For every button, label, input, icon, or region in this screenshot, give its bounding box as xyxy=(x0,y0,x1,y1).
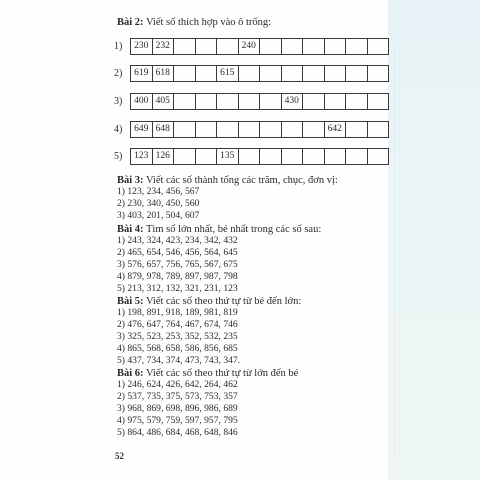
exercise-3-item: 1) 123, 234, 456, 567 xyxy=(117,186,200,197)
grid-cell xyxy=(217,94,239,109)
exercise-4-item: 4) 879, 978, 789, 897, 987, 798 xyxy=(117,271,238,282)
number-grid xyxy=(130,148,389,165)
grid-cell xyxy=(282,122,304,137)
grid-cell: 615 xyxy=(217,66,239,81)
grid-row-number: 3) xyxy=(114,95,123,107)
exercise-2-label: Bài 2: xyxy=(117,17,144,28)
grid-cell xyxy=(174,122,196,137)
number-grid xyxy=(130,93,389,110)
grid-cell: 405 xyxy=(153,94,175,109)
grid-cell xyxy=(239,94,261,109)
grid-cell xyxy=(196,94,218,109)
grid-row-1 xyxy=(114,38,389,54)
grid-cell xyxy=(325,66,347,81)
exercise-4-item: 2) 465, 654, 546, 456, 564, 645 xyxy=(117,247,238,258)
grid-cell: 648 xyxy=(153,122,175,137)
grid-cell xyxy=(196,149,218,164)
exercise-5-item: 4) 865, 568, 658, 586, 856, 685 xyxy=(117,343,238,354)
grid-cell xyxy=(346,149,368,164)
grid-row-4 xyxy=(114,121,389,137)
exercise-6-item: 1) 246, 624, 426, 642, 264, 462 xyxy=(117,379,238,390)
grid-cell xyxy=(368,149,390,164)
grid-cell xyxy=(217,122,239,137)
exercise-5-text: Viết các số theo thứ tự từ bé đến lớn: xyxy=(143,296,302,307)
grid-cell xyxy=(368,122,390,137)
grid-cell: 430 xyxy=(282,94,304,109)
grid-cell xyxy=(303,39,325,54)
grid-cell xyxy=(217,39,239,54)
exercise-6-item: 4) 975, 579, 759, 597, 957, 795 xyxy=(117,415,238,426)
grid-cell xyxy=(260,122,282,137)
grid-cell xyxy=(325,39,347,54)
grid-cell xyxy=(282,149,304,164)
grid-cell xyxy=(260,149,282,164)
exercise-6-text: Viết các số theo thứ tự từ lớn đến bé xyxy=(143,368,299,379)
grid-cell xyxy=(174,149,196,164)
exercise-4-label: Bài 4: xyxy=(117,224,144,235)
grid-cell xyxy=(196,66,218,81)
grid-row-number: 1) xyxy=(114,40,123,52)
exercise-4-item: 3) 576, 657, 756, 765, 567, 675 xyxy=(117,259,238,270)
grid-cell xyxy=(346,122,368,137)
exercise-5-item: 2) 476, 647, 764, 467, 674, 746 xyxy=(117,319,238,330)
exercise-5-item: 5) 437, 734, 374, 473, 743, 347. xyxy=(117,355,241,366)
grid-cell xyxy=(368,66,390,81)
grid-cell xyxy=(260,94,282,109)
grid-cell xyxy=(346,94,368,109)
grid-cell xyxy=(303,94,325,109)
grid-row-number: 4) xyxy=(114,123,123,135)
exercise-2-title xyxy=(117,16,271,29)
grid-row-3 xyxy=(114,93,389,109)
exercise-3-label: Bài 3: xyxy=(117,175,144,186)
grid-cell: 135 xyxy=(217,149,239,164)
grid-cell xyxy=(282,39,304,54)
grid-cell xyxy=(174,39,196,54)
exercise-5-item: 3) 325, 523, 253, 352, 532, 235 xyxy=(117,331,238,342)
grid-cell xyxy=(239,149,261,164)
grid-cell: 649 xyxy=(131,122,153,137)
exercise-4-text: Tìm số lớn nhất, bé nhất trong các số sau: xyxy=(143,224,322,235)
exercise-6-item: 2) 537, 735, 375, 573, 753, 357 xyxy=(117,391,238,402)
grid-cell xyxy=(303,149,325,164)
grid-cell xyxy=(196,39,218,54)
grid-cell: 618 xyxy=(153,66,175,81)
exercise-6-label: Bài 6: xyxy=(117,368,144,379)
exercise-3-text: Viết các số thành tổng các trăm, chục, đơn vị: xyxy=(143,175,338,186)
grid-cell xyxy=(325,94,347,109)
exercise-3-item: 2) 230, 340, 450, 560 xyxy=(117,198,200,209)
exercise-5-item: 1) 198, 891, 918, 189, 981, 819 xyxy=(117,307,238,318)
grid-cell xyxy=(196,122,218,137)
grid-cell xyxy=(368,94,390,109)
grid-cell xyxy=(239,66,261,81)
number-grid xyxy=(130,38,389,55)
grid-cell xyxy=(282,66,304,81)
grid-cell xyxy=(303,122,325,137)
grid-row-2 xyxy=(114,65,389,81)
number-grid xyxy=(130,121,389,138)
grid-row-number: 2) xyxy=(114,67,123,79)
grid-row-5 xyxy=(114,148,389,164)
grid-row-number: 5) xyxy=(114,150,123,162)
grid-cell xyxy=(260,66,282,81)
exercise-3-item: 3) 403, 201, 504, 607 xyxy=(117,210,200,221)
number-grid xyxy=(130,65,389,82)
grid-cell: 126 xyxy=(153,149,175,164)
grid-cell: 232 xyxy=(153,39,175,54)
exercise-4-item: 1) 243, 324, 423, 234, 342, 432 xyxy=(117,235,238,246)
grid-cell xyxy=(346,39,368,54)
grid-cell xyxy=(174,94,196,109)
exercise-5-label: Bài 5: xyxy=(117,296,144,307)
grid-cell xyxy=(239,122,261,137)
grid-cell xyxy=(368,39,390,54)
grid-cell: 619 xyxy=(131,66,153,81)
grid-cell: 400 xyxy=(131,94,153,109)
grid-cell: 240 xyxy=(239,39,261,54)
exercise-6-item: 5) 864, 486, 684, 468, 648, 846 xyxy=(117,427,238,438)
grid-cell: 123 xyxy=(131,149,153,164)
grid-cell: 230 xyxy=(131,39,153,54)
grid-cell xyxy=(174,66,196,81)
exercise-6-item: 3) 968, 869, 698, 896, 986, 689 xyxy=(117,403,238,414)
exercise-4-item: 5) 213, 312, 132, 321, 231, 123 xyxy=(117,283,238,294)
grid-cell xyxy=(260,39,282,54)
exercise-2-text: Viết số thích hợp vào ô trống: xyxy=(143,17,272,28)
grid-cell xyxy=(325,149,347,164)
grid-cell: 642 xyxy=(325,122,347,137)
grid-cell xyxy=(303,66,325,81)
page-number: 52 xyxy=(115,451,124,461)
grid-cell xyxy=(346,66,368,81)
